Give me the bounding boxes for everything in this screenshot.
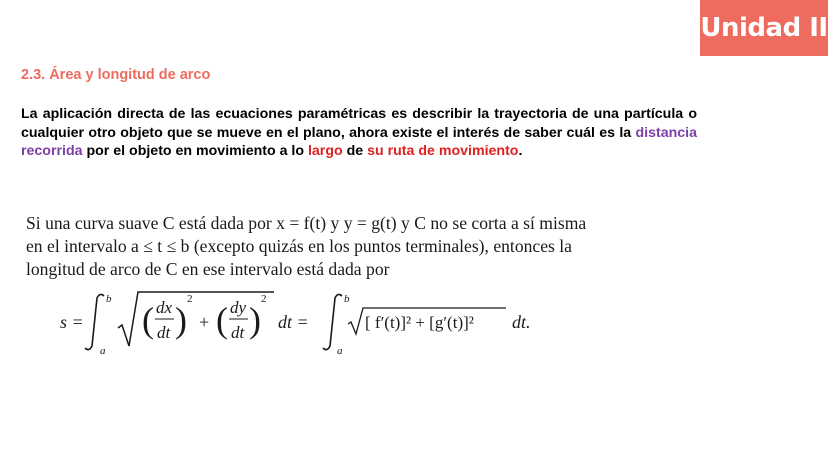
svg-text:): ) [249, 300, 261, 340]
unit-badge [700, 0, 828, 56]
formula-dt-equals: dt = [278, 312, 309, 332]
integral-sign-1 [85, 294, 104, 349]
integral-sign-2 [323, 294, 342, 349]
integral-lower-2: a [337, 345, 343, 357]
intro-text-3: de [342, 143, 368, 159]
highlight-largo: largo [307, 143, 343, 159]
theorem-line-1: Si una curva suave C está dada por x = f(t) y y = g(t) y C no se corta a sí misma [26, 213, 587, 233]
frac-dt-2: dt [231, 323, 245, 342]
highlight-distance: distancia recorrida [21, 124, 697, 159]
intro-text-2: por el objeto en movimiento a lo [82, 143, 308, 159]
svg-text:): ) [175, 300, 187, 340]
theorem-text [26, 212, 666, 281]
intro-text-4: . [518, 143, 523, 159]
integral-upper-1: b [106, 293, 112, 305]
frac-dt-1: dt [157, 323, 171, 342]
formula-lhs: s = [60, 312, 84, 332]
frac-dx: dx [156, 298, 173, 317]
highlight-ruta: su ruta de movimiento [367, 143, 519, 159]
integral-lower-1: a [100, 345, 106, 357]
theorem-line-2: en el intervalo a ≤ t ≤ b (excepto quizás en los puntos terminales), entonces la [26, 236, 572, 256]
integral-upper-2: b [344, 293, 350, 305]
radicand: [ f′(t)]² + [g′(t)]² [365, 313, 474, 332]
intro-paragraph [21, 105, 697, 161]
section-title: 2.3. Área y longitud de arco [21, 67, 211, 83]
unit-label: Unidad II [700, 13, 828, 43]
svg-text:(: ( [216, 300, 228, 340]
plus-sign: + [199, 312, 210, 332]
power-2: 2 [261, 293, 267, 305]
arc-length-formula [56, 288, 556, 358]
svg-text:(: ( [142, 300, 154, 340]
power-1: 2 [187, 293, 193, 305]
frac-dy: dy [230, 298, 247, 317]
intro-text-1: La aplicación directa de las ecuaciones paramétricas es describir la trayectoria de una partícula o cualquier otro objeto que se mueve en el plano, ahora existe el interés de saber cuál es la [21, 106, 697, 141]
formula-tail: dt. [512, 312, 531, 332]
theorem-line-3: longitud de arco de C en ese intervalo está dada por [26, 259, 390, 279]
